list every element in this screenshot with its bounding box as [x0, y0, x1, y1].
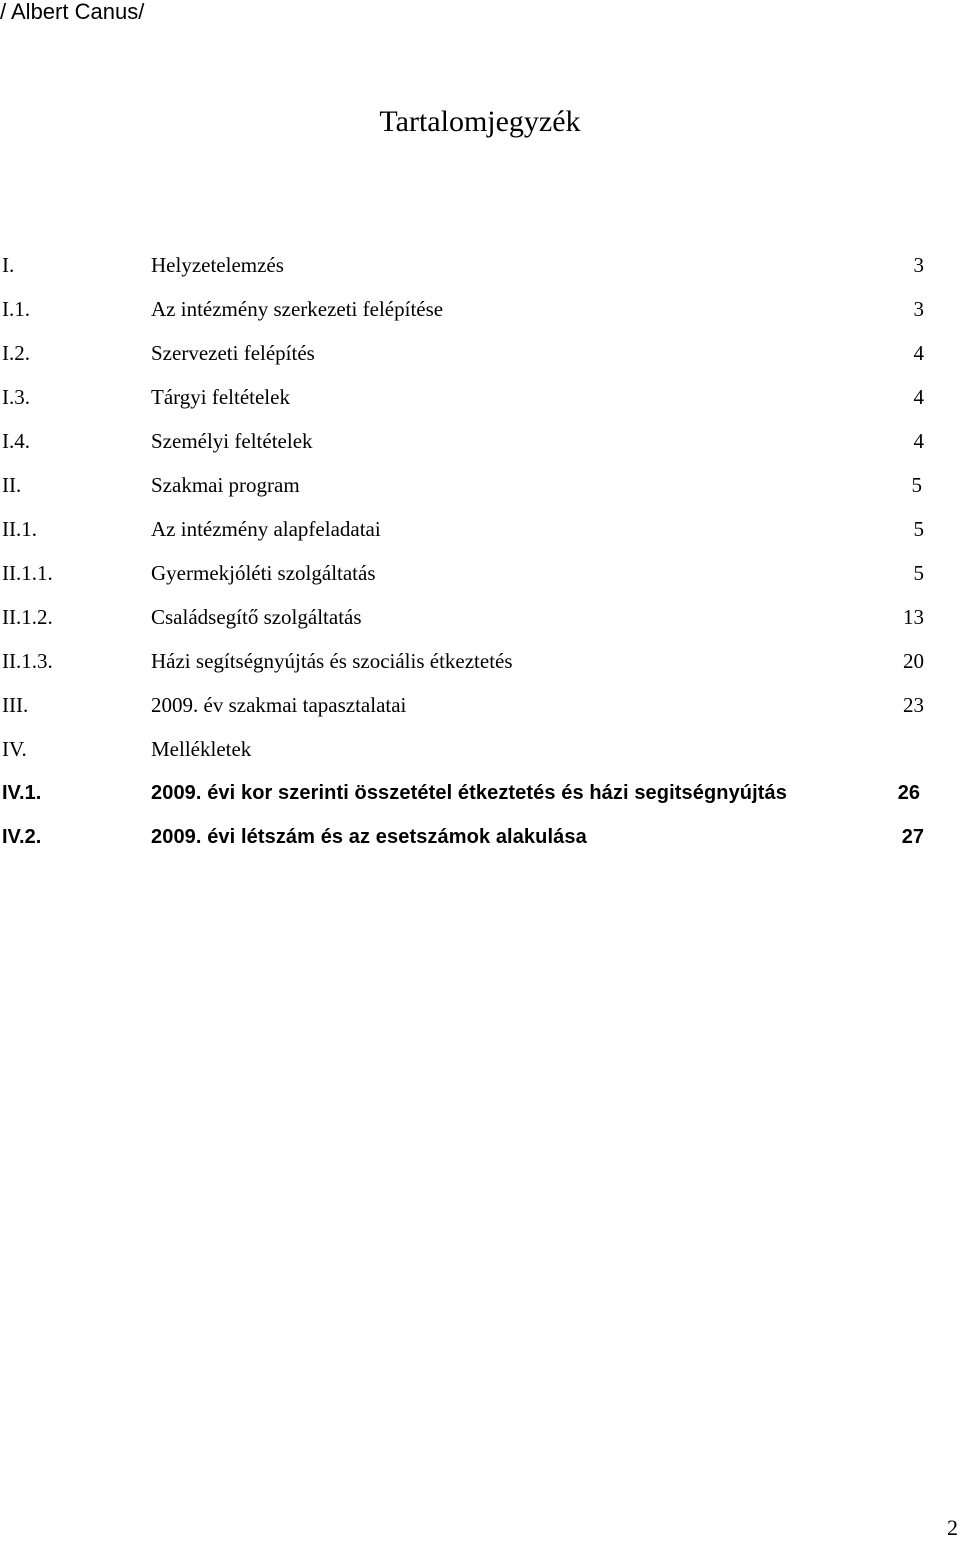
toc-title: Helyzetelemzés: [151, 253, 284, 277]
toc-number: I.2.: [2, 341, 30, 365]
toc-number: II.: [2, 473, 22, 497]
toc-row[interactable]: [0, 470, 960, 514]
toc-number: I.3.: [2, 385, 30, 409]
toc-number: I.1.: [2, 297, 30, 321]
toc-title: Szervezeti felépítés: [151, 341, 315, 365]
toc-page: 3: [913, 297, 924, 321]
toc-row[interactable]: [0, 294, 960, 338]
page-title: Tartalomjegyzék: [379, 105, 581, 138]
toc-page: 4: [913, 385, 924, 409]
toc-page: 4: [913, 341, 924, 365]
toc-title: Szakmai program: [151, 473, 300, 497]
toc-title: Az intézmény szerkezeti felépítése: [151, 297, 444, 321]
toc-page: 13: [903, 605, 924, 629]
toc-row[interactable]: [0, 734, 960, 778]
toc-row[interactable]: [0, 646, 960, 690]
toc-page: 5: [913, 561, 924, 585]
toc-number: I.4.: [2, 429, 30, 453]
toc-page: 26: [897, 782, 920, 804]
page-number: 2: [947, 1515, 958, 1540]
toc-title: Családsegítő szolgáltatás: [151, 605, 362, 629]
toc-row[interactable]: [0, 690, 960, 734]
toc-page: 4: [913, 429, 924, 453]
toc-row[interactable]: [0, 514, 960, 558]
toc-number: II.1.2.: [2, 605, 53, 629]
toc-number: III.: [2, 693, 29, 717]
toc-page: 27: [901, 826, 924, 848]
toc-page: 5: [911, 473, 922, 497]
toc-row[interactable]: [0, 822, 960, 866]
toc-number: IV.2.: [2, 826, 42, 848]
toc-title: Tárgyi feltételek: [151, 385, 290, 409]
toc-number: IV.: [2, 737, 27, 761]
table-of-contents: [0, 250, 960, 866]
toc-title: Az intézmény alapfeladatai: [151, 517, 381, 541]
toc-row[interactable]: [0, 558, 960, 602]
toc-title: Mellékletek: [151, 737, 252, 761]
toc-title: 2009. évi létszám és az esetszámok alakulása: [151, 826, 587, 848]
toc-number: II.1.: [2, 517, 37, 541]
toc-title: Gyermekjóléti szolgáltatás: [151, 561, 376, 585]
toc-title: Személyi feltételek: [151, 429, 313, 453]
toc-title: Házi segítségnyújtás és szociális étkeztetés: [151, 649, 513, 673]
toc-row[interactable]: [0, 338, 960, 382]
toc-row[interactable]: [0, 250, 960, 294]
toc-number: IV.1.: [2, 782, 42, 804]
toc-title: 2009. év szakmai tapasztalatai: [151, 693, 407, 717]
toc-row[interactable]: [0, 426, 960, 470]
toc-page: 23: [903, 693, 924, 717]
toc-page: 20: [903, 649, 924, 673]
toc-number: I.: [2, 253, 15, 277]
header-note: / Albert Canus/: [0, 0, 145, 24]
toc-row[interactable]: [0, 778, 960, 822]
toc-page: 5: [913, 517, 924, 541]
toc-page: 3: [913, 253, 924, 277]
toc-number: II.1.3.: [2, 649, 53, 673]
toc-title: 2009. évi kor szerinti összetétel étkeztetés és házi segitségnyújtás: [151, 782, 787, 804]
toc-row[interactable]: [0, 602, 960, 646]
toc-number: II.1.1.: [2, 561, 53, 585]
toc-row[interactable]: [0, 382, 960, 426]
